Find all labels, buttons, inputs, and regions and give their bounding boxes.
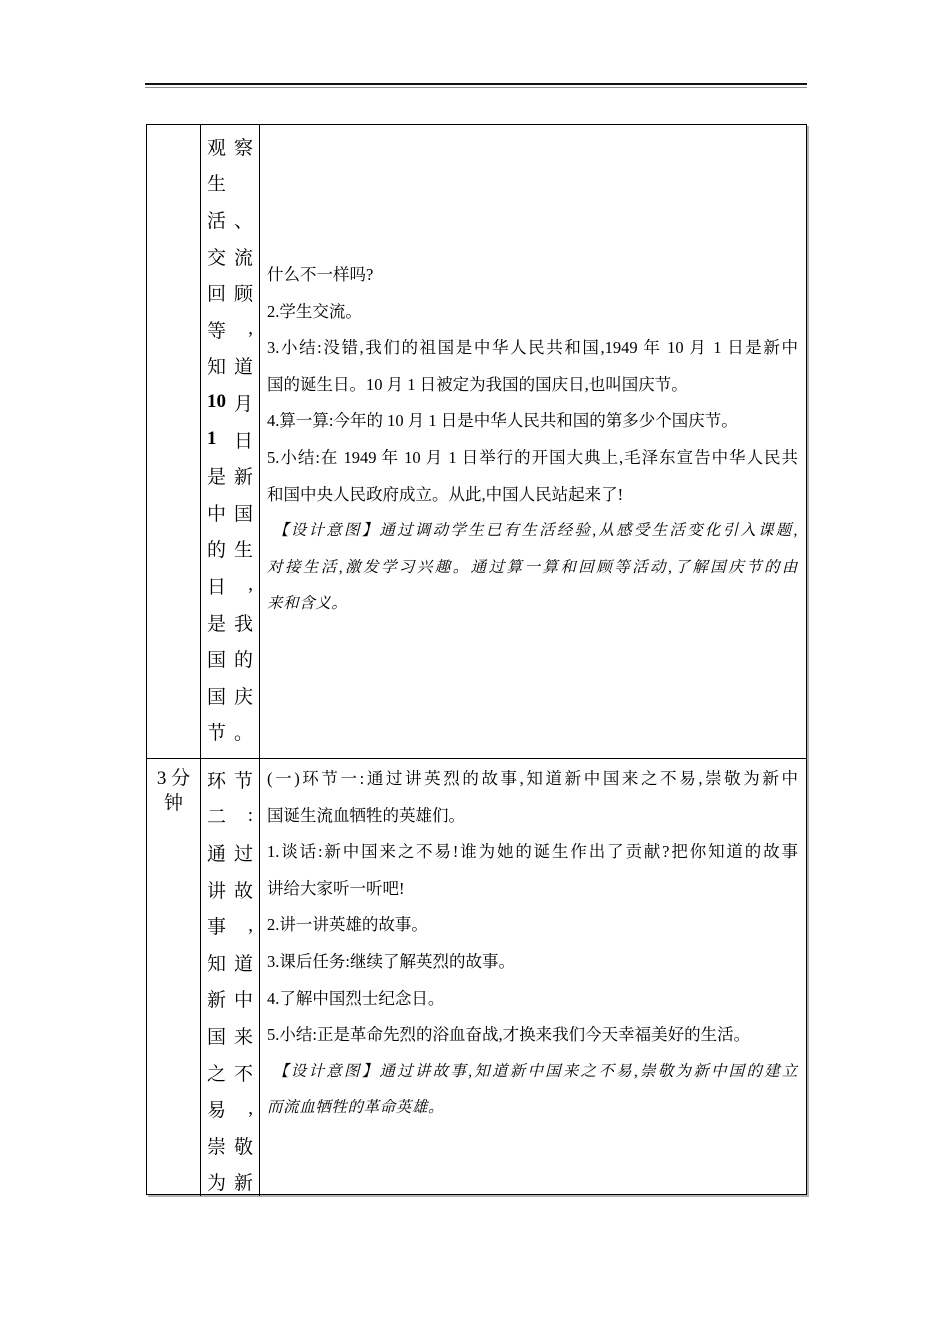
goal-char: 节 (233, 770, 253, 792)
goal-char: 国 (207, 686, 227, 708)
design-intent-line: 而流血牺牲的革命英雄。 (267, 1099, 445, 1117)
goal-char: 二 (207, 807, 227, 829)
goal-line (207, 677, 253, 714)
goal-char: 道 (233, 953, 253, 975)
goal-char: 生 (207, 174, 227, 196)
content-line: 2.讲一讲英雄的故事。 (267, 915, 428, 935)
goal-char: 。 (233, 723, 253, 745)
time-cell-row1 (147, 125, 200, 758)
goal-line (207, 1090, 253, 1127)
goal-char: 1 (207, 428, 217, 450)
goal-char: 顾 (233, 284, 253, 306)
goal-char: 国 (233, 503, 253, 525)
goal-char: 是 (207, 613, 227, 635)
goal-line (207, 834, 253, 871)
design-intent-line: 【设计意图】通过讲故事,知道新中国来之不易,崇敬为新中国的建立 (273, 1062, 798, 1080)
time-line: 钟 (163, 793, 183, 814)
goal-line (207, 944, 253, 981)
goal-line (207, 798, 253, 835)
content-line: 4.算一算:今年的 10 月 1 日是中华人民共和国的第多少个国庆节。 (267, 411, 738, 431)
goal-char: 、 (233, 210, 253, 232)
lesson-plan-table (146, 124, 807, 1195)
goal-line (207, 714, 253, 751)
goal-char: 观 (207, 137, 227, 159)
goal-char: 中 (207, 503, 227, 525)
header-rule (145, 83, 807, 88)
goal-line (207, 1017, 253, 1054)
goal-char: 讲 (207, 880, 227, 902)
design-intent-line: 【设计意图】通过调动学生已有生活经验,从感受生活变化引入课题, (273, 522, 798, 540)
goal-char: , (248, 914, 253, 936)
goal-char: 过 (233, 843, 253, 865)
goal-char: 通 (207, 843, 227, 865)
goal-char: 流 (233, 247, 253, 269)
goal-line (207, 640, 253, 677)
goal-char: , (248, 318, 253, 340)
goal-char: 不 (233, 1063, 253, 1085)
goal-char: 日 (233, 430, 253, 452)
steps-cell-row1 (259, 125, 806, 758)
goal-char: , (248, 574, 253, 596)
content-line: 国的诞生日。10 月 1 日被定为我国的国庆日,也叫国庆节。 (267, 374, 688, 394)
goal-char: 故 (233, 880, 253, 902)
goal-char: 庆 (233, 686, 253, 708)
goal-char: 国 (207, 1026, 227, 1048)
goal-char: 知 (207, 357, 227, 379)
goal-line (207, 1164, 253, 1196)
content-line: 4.了解中国烈士纪念日。 (267, 988, 445, 1008)
goal-char: 知 (207, 953, 227, 975)
goal-line (207, 311, 253, 348)
goal-char: 的 (233, 650, 253, 672)
content-line: 5.小结:在 1949 年 10 月 1 日举行的开国大典上,毛泽东宣告中华人民共 (267, 447, 798, 467)
time-line: 3 分 (156, 768, 191, 789)
goal-char: : (247, 804, 253, 826)
goal-char: 交 (207, 247, 227, 269)
goal-char: 日 (207, 576, 227, 598)
steps-top-spacer (267, 127, 798, 257)
content-line: 什么不一样吗? (267, 265, 374, 284)
content-line: 5.小结:正是革命先烈的浴血奋战,才换来我们今天幸福美好的生活。 (267, 1025, 751, 1045)
goal-line (207, 165, 253, 202)
goal-line (207, 421, 253, 458)
design-intent-line: 来和含义。 (267, 595, 348, 613)
goal-char: 节 (207, 723, 227, 745)
goal-line (207, 604, 253, 641)
goal-char: , (248, 1097, 253, 1119)
content-line: (一)环节一:通过讲英烈的故事,知道新中国来之不易,崇敬为新中 (267, 769, 798, 788)
content-line: 讲给大家听一听吧! (267, 878, 405, 898)
goal-char: 新 (233, 1173, 253, 1195)
goal-char: 道 (233, 357, 253, 379)
goal-line (207, 457, 253, 494)
goal-char: 回 (207, 284, 227, 306)
goal-cell-row1 (200, 125, 259, 758)
goal-line (207, 567, 253, 604)
content-line: 国诞生流血牺牲的英雄们。 (267, 805, 465, 825)
goal-char: 国 (207, 650, 227, 672)
goal-line (207, 201, 253, 238)
design-intent-line: 对接生活,激发学习兴趣。通过算一算和回顾等活动,了解国庆节的由 (267, 558, 798, 576)
goal-char: 活 (207, 210, 227, 232)
goal-line (207, 871, 253, 908)
goal-line (207, 531, 253, 568)
content-line: 3.课后任务:继续了解英烈的故事。 (267, 951, 515, 971)
goal-char: 来 (233, 1026, 253, 1048)
goal-line (207, 274, 253, 311)
goal-char: 敬 (233, 1136, 253, 1158)
content-line: 2.学生交流。 (267, 301, 362, 321)
goal-char: 环 (207, 770, 227, 792)
goal-line (207, 1054, 253, 1091)
goal-char: 的 (207, 540, 227, 562)
goal-char: 易 (207, 1100, 227, 1122)
goal-char: 新 (233, 467, 253, 489)
content-line: 和国中央人民政府成立。从此,中国人民站起来了! (267, 484, 624, 504)
content-line: 1.谈话:新中国来之不易!谁为她的诞生作出了贡献?把你知道的故事 (267, 842, 798, 862)
goal-char: 等 (207, 320, 227, 342)
goal-char: 10 (207, 391, 226, 413)
goal-char: 是 (207, 467, 227, 489)
goal-line (207, 907, 253, 944)
goal-char: 崇 (207, 1136, 227, 1158)
goal-char: 之 (207, 1063, 227, 1085)
goal-line (207, 384, 253, 421)
goal-char: 为 (207, 1173, 227, 1195)
goal-char: 事 (207, 917, 227, 939)
goal-line (207, 981, 253, 1018)
goal-char: 新 (207, 990, 227, 1012)
steps-cell-row2 (259, 758, 806, 1196)
goal-char: 中 (233, 990, 253, 1012)
goal-char: 生 (233, 540, 253, 562)
goal-char: 我 (233, 613, 253, 635)
goal-line (207, 761, 253, 798)
goal-cell-row2 (200, 758, 259, 1196)
goal-line (207, 494, 253, 531)
goal-char: 察 (233, 137, 253, 159)
goal-line (207, 238, 253, 275)
goal-char: 月 (233, 393, 253, 415)
content-line: 3.小结:没错,我们的祖国是中华人民共和国,1949 年 10 月 1 日是新中 (267, 338, 798, 358)
goal-line (207, 348, 253, 385)
goal-line (207, 128, 253, 165)
goal-line (207, 1127, 253, 1164)
time-cell-row2 (147, 758, 200, 1196)
